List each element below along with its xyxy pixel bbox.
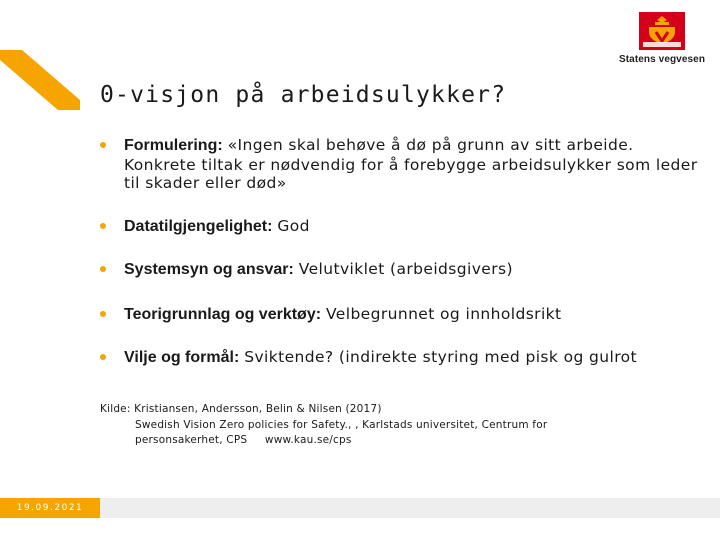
bullet-term: Vilje og formål: [124,349,240,366]
bullet-term: Datatilgjengelighet: [124,218,273,235]
bullet-term: Systemsyn og ansvar: [124,261,294,278]
source-line: personsakerhet, CPS www.kau.se/cps [135,434,352,446]
bullet-formulering [99,136,699,217]
bullet-text: Sviktende? (indirekte styring med pisk og gulrot [244,348,638,366]
bullet-teorigrunnlag [99,305,699,348]
bullet-dot-icon [100,311,106,317]
bullet-dot-icon [100,354,106,360]
footer-date: 19.09.2021 [0,498,100,518]
source-line: Kilde: Kristiansen, Andersson, Belin & Nilsen (2017) [100,403,382,415]
source-line: Swedish Vision Zero policies for Safety., , Karlstads universitet, Centrum for [135,418,548,431]
footer-bar [100,498,720,518]
corner-decoration-stripe [0,0,80,110]
bullet-text: Velbegrunnet og innholdsrikt [326,305,562,323]
bullet-dot-icon [100,266,106,272]
brand-logo [612,12,712,74]
slide-title: 0-visjon på arbeidsulykker? [100,82,507,108]
bullet-list [99,136,699,388]
bullet-dot-icon [100,142,106,148]
bullet-vilje [99,348,699,388]
source-citation [100,402,547,449]
bullet-dot-icon [100,223,106,229]
statens-vegvesen-emblem-icon [639,12,685,50]
bullet-datatilgjengelighet [99,217,699,260]
bullet-systemsyn [99,260,699,305]
bullet-text: «Ingen skal behøve å dø på grunn av sitt arbeide. Konkrete tiltak er nødvendig for å forebygge arbeidsulykker som leder til skader eller død» [124,136,698,192]
bullet-term: Teorigrunnlag og verktøy: [124,306,322,323]
brand-name: Statens vegvesen [618,54,706,65]
bullet-term: Formulering: [124,137,223,154]
bullet-text: God [277,217,310,235]
bullet-text: Velutviklet (arbeidsgivers) [298,260,513,278]
